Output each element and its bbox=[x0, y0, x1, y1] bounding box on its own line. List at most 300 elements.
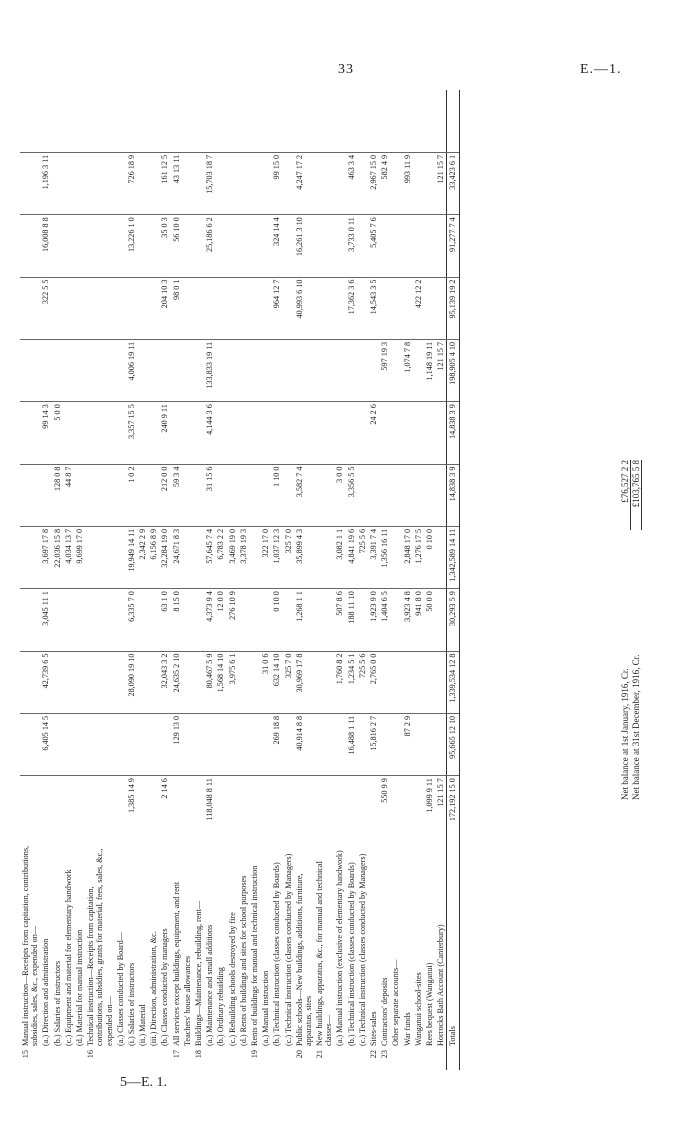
cell-c4: 4,373 9 4 bbox=[204, 589, 215, 651]
cell-c10 bbox=[148, 215, 159, 277]
total-c2: 95,665 12 10 bbox=[447, 713, 459, 775]
cell-c7 bbox=[171, 402, 182, 464]
cell-c11: 43 13 11 bbox=[171, 152, 182, 214]
table-row bbox=[390, 90, 401, 1070]
cell-c9 bbox=[334, 277, 345, 339]
cell-c7 bbox=[379, 402, 390, 464]
cell-c1 bbox=[260, 776, 271, 838]
cell-c7 bbox=[346, 402, 357, 464]
cell-c7: 3,357 15 5 bbox=[126, 402, 137, 464]
cell-c11 bbox=[238, 152, 249, 214]
cell-c8 bbox=[137, 339, 148, 401]
cell-c9 bbox=[249, 277, 260, 339]
cell-c11: 161 12 5 bbox=[159, 152, 170, 214]
row-number: 18 bbox=[194, 1050, 203, 1059]
cell-c7 bbox=[115, 402, 126, 464]
cell-c10 bbox=[115, 215, 126, 277]
row-description: (a.) Classes conducted by Board— bbox=[115, 932, 125, 1046]
cell-c12 bbox=[314, 90, 334, 152]
cell-c2 bbox=[193, 713, 204, 775]
cell-c9: 422 12 2 bbox=[413, 277, 424, 339]
cell-c1: 121 15 7 bbox=[436, 778, 446, 807]
cell-c3 bbox=[413, 651, 424, 713]
total-c3: 1,339,534 12 8 bbox=[447, 651, 459, 713]
cell-c5 bbox=[314, 526, 334, 588]
cell-c6: 3 0 0 bbox=[334, 464, 345, 526]
cell-c8: 1,074 7 8 bbox=[402, 339, 413, 401]
cell-c8 bbox=[40, 339, 51, 401]
cell-c5: 3,082 1 1 bbox=[334, 526, 345, 588]
cell-c10 bbox=[85, 215, 115, 277]
cell-c6 bbox=[238, 464, 249, 526]
cell-c4: 188 11 10 bbox=[346, 589, 357, 651]
table-row bbox=[314, 90, 334, 1070]
total-c7: 14,838 3 9 bbox=[447, 402, 459, 464]
cell-c7 bbox=[271, 402, 282, 464]
cell-c8: 1,148 19 11 bbox=[424, 339, 435, 401]
table-row bbox=[334, 90, 345, 1070]
page-number: 33 bbox=[338, 62, 354, 77]
cell-c10 bbox=[63, 215, 74, 277]
cell-c7 bbox=[249, 402, 260, 464]
cell-c10 bbox=[357, 215, 368, 277]
row-number bbox=[271, 1048, 282, 1070]
cell-c1 bbox=[52, 776, 63, 838]
cell-c12 bbox=[238, 90, 249, 152]
cell-c2 bbox=[115, 713, 126, 775]
cell-c9 bbox=[74, 277, 85, 339]
row-description: Technical instruction—Receipts from capitation, contributions, subsidies, grants for material, fees, sales, &c., expended on— bbox=[86, 848, 114, 1046]
cell-c6 bbox=[249, 464, 260, 526]
cell-c4: 8 15 0 bbox=[171, 589, 182, 651]
row-description: (ii.) Material bbox=[138, 1004, 148, 1046]
cell-c3: 325 7 0 bbox=[283, 651, 294, 713]
cell-c5 bbox=[20, 526, 40, 588]
cell-c5: 325 7 0 bbox=[283, 526, 294, 588]
cell-c4 bbox=[182, 589, 193, 651]
row-description: (b.) Salaries of instructors bbox=[52, 960, 62, 1046]
cell-c4: 1,268 1 1 bbox=[294, 589, 314, 651]
row-description: Contractors' deposits bbox=[380, 977, 390, 1046]
row-number bbox=[182, 1048, 193, 1070]
cell-c1 bbox=[63, 776, 74, 838]
cell-c8: 4,006 19 11 bbox=[126, 339, 137, 401]
cell-c10 bbox=[334, 215, 345, 277]
cell-c3 bbox=[74, 651, 85, 713]
cell-c8 bbox=[413, 339, 424, 401]
cell-c12 bbox=[346, 90, 357, 152]
cell-c8 bbox=[334, 339, 345, 401]
cell-c6 bbox=[193, 464, 204, 526]
total-c12 bbox=[447, 90, 459, 152]
cell-c5: 3,391 7 4 bbox=[368, 526, 379, 588]
cell-c9 bbox=[402, 277, 413, 339]
cell-c11 bbox=[227, 152, 238, 214]
cell-c1 bbox=[390, 776, 401, 838]
cell-c2: 87 2 9 bbox=[402, 713, 413, 775]
cell-c10 bbox=[379, 215, 390, 277]
row-description: All services except buildings, equipment, and rent bbox=[171, 881, 181, 1046]
cell-c10 bbox=[182, 215, 193, 277]
cell-c4 bbox=[283, 589, 294, 651]
balance-row-2 bbox=[631, 460, 642, 800]
cell-c7 bbox=[227, 402, 238, 464]
cell-c6 bbox=[115, 464, 126, 526]
table-row bbox=[148, 90, 159, 1070]
table-row bbox=[215, 90, 226, 1070]
cell-c4: 3,045 11 1 bbox=[40, 589, 51, 651]
cell-c12 bbox=[159, 90, 170, 152]
cell-c6: 1 0 2 bbox=[126, 464, 137, 526]
cell-c8 bbox=[20, 339, 40, 401]
cell-c2 bbox=[379, 713, 390, 775]
cell-c8 bbox=[227, 339, 238, 401]
cell-c2: 16,488 1 11 bbox=[346, 713, 357, 775]
cell-c12 bbox=[52, 90, 63, 152]
cell-c11 bbox=[182, 152, 193, 214]
cell-c3 bbox=[424, 651, 435, 713]
row-number: 19 bbox=[249, 1050, 259, 1059]
cell-c6 bbox=[413, 464, 424, 526]
cell-c6: 31 15 6 bbox=[204, 464, 215, 526]
cell-c11 bbox=[390, 152, 401, 214]
cell-c1: 118,048 8 11 bbox=[205, 778, 215, 821]
cell-c8 bbox=[63, 339, 74, 401]
cell-c12 bbox=[402, 90, 413, 152]
cell-c11 bbox=[314, 152, 334, 214]
row-description: (a.) Direction and administration bbox=[41, 938, 51, 1046]
cell-c5: 57,645 7 4 bbox=[204, 526, 215, 588]
cell-c3 bbox=[379, 651, 390, 713]
cell-c2 bbox=[52, 713, 63, 775]
cell-c12 bbox=[260, 90, 271, 152]
cell-c7 bbox=[148, 402, 159, 464]
cell-c6 bbox=[74, 464, 85, 526]
cell-c9 bbox=[182, 277, 193, 339]
row-number bbox=[435, 1048, 447, 1070]
cell-c6 bbox=[390, 464, 401, 526]
cell-c8 bbox=[115, 339, 126, 401]
cell-c2 bbox=[334, 713, 345, 775]
table-row bbox=[271, 90, 282, 1070]
cell-c5: 1,037 12 3 bbox=[271, 526, 282, 588]
cell-c12 bbox=[137, 90, 148, 152]
rotated-ledger bbox=[20, 90, 660, 1070]
cell-c4: 0 10 0 bbox=[271, 589, 282, 651]
cell-c9 bbox=[435, 277, 447, 339]
cell-c5 bbox=[435, 526, 447, 588]
row-number bbox=[63, 1048, 74, 1070]
cell-c1 bbox=[115, 776, 126, 838]
row-description: Rees bequest (Wanganui) bbox=[424, 962, 434, 1046]
cell-c2 bbox=[215, 713, 226, 775]
row-number: 23 bbox=[380, 1050, 390, 1059]
row-number bbox=[40, 1048, 51, 1070]
cell-c2 bbox=[148, 713, 159, 775]
cell-c9: 17,362 3 6 bbox=[346, 277, 357, 339]
cell-c4 bbox=[193, 589, 204, 651]
cell-c11: 993 11 9 bbox=[402, 152, 413, 214]
cell-c12 bbox=[115, 90, 126, 152]
row-number bbox=[215, 1048, 226, 1070]
cell-c9: 98 0 1 bbox=[171, 277, 182, 339]
cell-c1 bbox=[271, 776, 282, 838]
cell-c5 bbox=[390, 526, 401, 588]
cell-c5 bbox=[115, 526, 126, 588]
row-description: Wanganui school-sites bbox=[413, 972, 423, 1046]
cell-c5 bbox=[85, 526, 115, 588]
row-number: 15 bbox=[21, 1050, 30, 1059]
cell-c11 bbox=[85, 152, 115, 214]
cell-c6 bbox=[402, 464, 413, 526]
cell-c12 bbox=[171, 90, 182, 152]
row-number bbox=[238, 1048, 249, 1070]
cell-c2: 15,816 2 7 bbox=[368, 713, 379, 775]
cell-c10: 5,405 7 6 bbox=[368, 215, 379, 277]
cell-c3: 42,739 6 5 bbox=[40, 651, 51, 713]
ledger-table bbox=[20, 90, 460, 1070]
cell-c8: 121 15 7 bbox=[435, 339, 447, 401]
cell-c1 bbox=[238, 776, 249, 838]
cell-c11: 463 3 4 bbox=[346, 152, 357, 214]
cell-c12 bbox=[20, 90, 40, 152]
footer-code: 5—E. 1. bbox=[120, 1075, 168, 1090]
cell-c12 bbox=[193, 90, 204, 152]
cell-c9 bbox=[20, 277, 40, 339]
balance-row-1 bbox=[620, 460, 631, 800]
cell-c1 bbox=[40, 776, 51, 838]
table-row bbox=[171, 90, 182, 1070]
cell-c6 bbox=[368, 464, 379, 526]
cell-c9 bbox=[85, 277, 115, 339]
cell-c10 bbox=[137, 215, 148, 277]
row-number bbox=[260, 1048, 271, 1070]
cell-c9 bbox=[390, 277, 401, 339]
table-row bbox=[413, 90, 424, 1070]
cell-c4: 1,404 6 5 bbox=[379, 589, 390, 651]
row-description: New buildings, apparatus, &c., for manual and technical classes— bbox=[315, 861, 334, 1046]
row-description: Teachers' house allowances bbox=[182, 955, 192, 1046]
cell-c3: 80,467 5 9 bbox=[204, 651, 215, 713]
cell-c11: 99 15 0 bbox=[271, 152, 282, 214]
row-description: (b.) Ordinary rebuilding bbox=[216, 967, 226, 1046]
row-number bbox=[390, 1048, 401, 1070]
cell-c5: 32,284 19 0 bbox=[159, 526, 170, 588]
cell-c7 bbox=[424, 402, 435, 464]
cell-c5 bbox=[249, 526, 260, 588]
balance-amount: £103,765 5 8 bbox=[631, 460, 642, 530]
document-code: E.—1. bbox=[580, 62, 622, 77]
cell-c11: 4,247 17 2 bbox=[294, 152, 314, 214]
totals-label: Totals bbox=[447, 838, 459, 1048]
cell-c10: 324 14 4 bbox=[271, 215, 282, 277]
cell-c5: 0 10 0 bbox=[424, 526, 435, 588]
cell-c8 bbox=[182, 339, 193, 401]
cell-c2 bbox=[74, 713, 85, 775]
table-row bbox=[283, 90, 294, 1070]
totals-blank bbox=[447, 1048, 459, 1070]
cell-c3 bbox=[193, 651, 204, 713]
cell-c10: 13,226 1 0 bbox=[126, 215, 137, 277]
cell-c6 bbox=[357, 464, 368, 526]
cell-c3 bbox=[148, 651, 159, 713]
cell-c3 bbox=[435, 651, 447, 713]
table-row bbox=[368, 90, 379, 1070]
cell-c12 bbox=[424, 90, 435, 152]
cell-c4: 3,923 4 8 bbox=[402, 589, 413, 651]
cell-c11 bbox=[115, 152, 126, 214]
cell-c2 bbox=[357, 713, 368, 775]
cell-c3 bbox=[314, 651, 334, 713]
cell-c2 bbox=[435, 713, 447, 775]
cell-c10 bbox=[74, 215, 85, 277]
row-description: (d.) Material for manual instruction bbox=[74, 929, 84, 1046]
table-row bbox=[227, 90, 238, 1070]
cell-c6 bbox=[85, 464, 115, 526]
cell-c1 bbox=[85, 776, 115, 838]
row-description: Manual instruction—Receipts from capitation, contributions, subsidies, sales, &c., expended on— bbox=[21, 845, 40, 1046]
total-c8: 198,905 4 10 bbox=[447, 339, 459, 401]
cell-c10: 25,186 6 2 bbox=[204, 215, 215, 277]
cell-c7 bbox=[238, 402, 249, 464]
cell-c4: 6,335 7 0 bbox=[126, 589, 137, 651]
cell-c3 bbox=[390, 651, 401, 713]
cell-c6 bbox=[379, 464, 390, 526]
row-description: (a.) Maintenance and small additions bbox=[205, 924, 215, 1046]
table-row bbox=[424, 90, 435, 1070]
row-description: War funds bbox=[402, 1012, 412, 1046]
cell-c4 bbox=[63, 589, 74, 651]
table-row bbox=[346, 90, 357, 1070]
cell-c7 bbox=[413, 402, 424, 464]
table-row bbox=[182, 90, 193, 1070]
cell-c9: 40,993 6 10 bbox=[294, 277, 314, 339]
cell-c6: 1 10 0 bbox=[271, 464, 282, 526]
cell-c11 bbox=[137, 152, 148, 214]
cell-c7 bbox=[260, 402, 271, 464]
table-row bbox=[63, 90, 74, 1070]
cell-c5: 6,783 2 2 bbox=[215, 526, 226, 588]
cell-c5: 24,671 8 3 bbox=[171, 526, 182, 588]
cell-c3: 3,975 6 1 bbox=[227, 651, 238, 713]
cell-c3 bbox=[115, 651, 126, 713]
cell-c12 bbox=[435, 90, 447, 152]
table-row bbox=[238, 90, 249, 1070]
row-description: (a.) Manual instruction bbox=[261, 970, 271, 1046]
cell-c4 bbox=[357, 589, 368, 651]
cell-c5: 322 17 0 bbox=[260, 526, 271, 588]
cell-c12 bbox=[63, 90, 74, 152]
table-row bbox=[435, 90, 447, 1070]
cell-c3 bbox=[63, 651, 74, 713]
cell-c5: 3,469 19 0 bbox=[227, 526, 238, 588]
cell-c8 bbox=[357, 339, 368, 401]
cell-c2 bbox=[204, 713, 215, 775]
cell-c8 bbox=[74, 339, 85, 401]
cell-c7 bbox=[283, 402, 294, 464]
cell-c11: 582 4 9 bbox=[379, 152, 390, 214]
cell-c10 bbox=[215, 215, 226, 277]
cell-c6: 44 8 7 bbox=[63, 464, 74, 526]
cell-c2 bbox=[390, 713, 401, 775]
table-row bbox=[402, 90, 413, 1070]
totals-row bbox=[447, 90, 459, 1070]
cell-c5: 3,697 17 8 bbox=[40, 526, 51, 588]
row-number bbox=[227, 1048, 238, 1070]
cell-c2 bbox=[182, 713, 193, 775]
cell-c8 bbox=[193, 339, 204, 401]
cell-c12 bbox=[283, 90, 294, 152]
cell-c3: 725 5 6 bbox=[357, 651, 368, 713]
cell-c6: 212 0 0 bbox=[159, 464, 170, 526]
cell-c8 bbox=[215, 339, 226, 401]
cell-c10 bbox=[413, 215, 424, 277]
table-row bbox=[294, 90, 314, 1070]
cell-c2 bbox=[424, 713, 435, 775]
row-number bbox=[346, 1048, 357, 1070]
cell-c4: 1,923 9 0 bbox=[368, 589, 379, 651]
cell-c2: 40,914 8 8 bbox=[294, 713, 314, 775]
table-row bbox=[126, 90, 137, 1070]
cell-c4 bbox=[115, 589, 126, 651]
cell-c7 bbox=[357, 402, 368, 464]
table-row bbox=[74, 90, 85, 1070]
cell-c7 bbox=[137, 402, 148, 464]
cell-c3 bbox=[85, 651, 115, 713]
total-c10: 91,277 7 4 bbox=[447, 215, 459, 277]
row-description: Buildings—Maintenance, rebuilding, rent— bbox=[194, 900, 203, 1046]
cell-c7 bbox=[314, 402, 334, 464]
cell-c4 bbox=[137, 589, 148, 651]
cell-c10 bbox=[227, 215, 238, 277]
row-number bbox=[204, 1048, 215, 1070]
cell-c11: 121 15 7 bbox=[435, 152, 447, 214]
row-description: (c.) Rebuilding schools destroyed by fire bbox=[227, 912, 237, 1046]
cell-c11 bbox=[424, 152, 435, 214]
cell-c6 bbox=[182, 464, 193, 526]
cell-c4 bbox=[74, 589, 85, 651]
cell-c11 bbox=[334, 152, 345, 214]
row-number bbox=[126, 1048, 137, 1070]
cell-c9 bbox=[260, 277, 271, 339]
cell-c10: 16,008 8 8 bbox=[40, 215, 51, 277]
cell-c9 bbox=[63, 277, 74, 339]
cell-c6 bbox=[283, 464, 294, 526]
cell-c8 bbox=[314, 339, 334, 401]
cell-c2 bbox=[20, 713, 40, 775]
cell-c4 bbox=[238, 589, 249, 651]
total-c11: 33,423 6 1 bbox=[447, 152, 459, 214]
table-row bbox=[204, 90, 215, 1070]
cell-c9 bbox=[314, 277, 334, 339]
balance-amount: £76,527 2 2 bbox=[620, 460, 631, 530]
cell-c8 bbox=[390, 339, 401, 401]
cell-c12 bbox=[334, 90, 345, 152]
cell-c12 bbox=[126, 90, 137, 152]
row-description: (iii.) Direction, administration, &c. bbox=[149, 931, 159, 1046]
cell-c5: 3,378 19 3 bbox=[238, 526, 249, 588]
cell-c8: 597 19 3 bbox=[379, 339, 390, 401]
cell-c10: 16,261 3 10 bbox=[294, 215, 314, 277]
cell-c8 bbox=[271, 339, 282, 401]
cell-c3: 30,969 17 8 bbox=[294, 651, 314, 713]
cell-c6 bbox=[260, 464, 271, 526]
cell-c5 bbox=[193, 526, 204, 588]
cell-c12 bbox=[182, 90, 193, 152]
cell-c5: 9,699 17 0 bbox=[74, 526, 85, 588]
total-c6: 14,838 3 9 bbox=[447, 464, 459, 526]
table-row bbox=[260, 90, 271, 1070]
